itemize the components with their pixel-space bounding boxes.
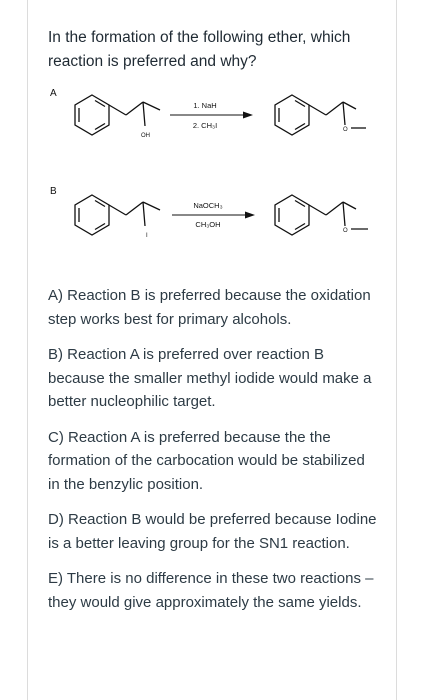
- reactant-b-side-chain: [109, 202, 160, 226]
- reactant-a-side-chain: [109, 102, 160, 126]
- answer-option-c[interactable]: C) Reaction A is preferred because the the formation of the carbocation would be stabilized in the benzylic position.: [48, 428, 365, 493]
- scheme-b-arrow-head: [245, 212, 255, 219]
- reactant-b-benzene-ring: [75, 195, 109, 235]
- reactant-b-iodide-label: I: [146, 233, 148, 239]
- product-b-side-chain: [309, 202, 368, 229]
- answer-option-b[interactable]: B) Reaction A is preferred over reaction B because the smaller methyl iodide would make a better nucleophilic target.: [48, 346, 372, 410]
- reaction-scheme-b-drawing: [40, 180, 385, 270]
- reaction-scheme-a-drawing: [40, 82, 385, 172]
- product-b-benzene-ring: [275, 195, 309, 235]
- scheme-a-label: A: [50, 88, 57, 99]
- reaction-scheme-b: [40, 180, 385, 270]
- answer-option-d[interactable]: D) Reaction B would be preferred because Iodine is a better leaving group for the SN1 reaction.: [48, 511, 377, 552]
- answer-option-a[interactable]: A) Reaction B is preferred because the oxidation step works best for primary alcohols.: [48, 287, 371, 328]
- scheme-a-reagent-step1: 1. NaH: [193, 101, 217, 110]
- answer-options: [48, 284, 378, 626]
- scheme-a-arrow-head: [243, 112, 253, 119]
- reactant-a-hydroxyl-label: OH: [141, 133, 150, 139]
- question-card: [27, 0, 397, 700]
- scheme-a-reagent-step2: 2. CH₃I: [192, 121, 218, 130]
- product-b-oxygen-label: O: [343, 228, 348, 234]
- question-text: In the formation of the following ether, which reaction is preferred and why?: [48, 29, 351, 70]
- reaction-scheme-a: [40, 82, 385, 172]
- scheme-b-reagent-base: NaOCH₃: [193, 201, 223, 210]
- scheme-b-reagent-solvent: CH₃OH: [195, 220, 221, 229]
- scheme-b-label: B: [50, 186, 57, 197]
- product-a-benzene-ring: [275, 95, 309, 135]
- reactant-a-benzene-ring: [75, 95, 109, 135]
- product-a-oxygen-label: O: [343, 127, 348, 133]
- answer-option-e[interactable]: E) There is no difference in these two reactions – they would give approximately the same yields.: [48, 570, 374, 611]
- product-a-side-chain: [309, 102, 366, 128]
